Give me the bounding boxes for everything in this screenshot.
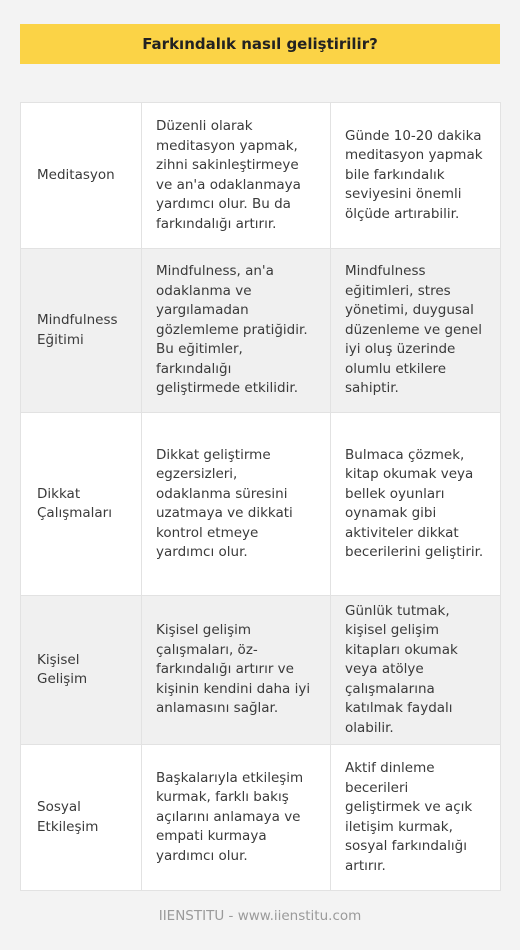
table-row <box>21 596 501 745</box>
footer-credit: IIENSTITU - www.iienstitu.com <box>158 908 362 924</box>
title-banner <box>20 24 500 64</box>
table-row <box>21 103 501 249</box>
table-row <box>21 745 501 891</box>
row-tip: Günde 10-20 dakika meditasyon yapmak bile farkındalık seviyesini önemli ölçüde artırabilir. <box>331 103 501 249</box>
row-tip: Aktif dinleme becerileri geliştirmek ve açık iletişim kurmak, sosyal farkındalığı artırır. <box>331 745 501 891</box>
row-description: Kişisel gelişim çalışmaları, öz-farkındalığı artırır ve kişinin kendini daha iyi anlamasını sağlar. <box>142 596 331 745</box>
row-description: Mindfulness, an'a odaklanma ve yargılamadan gözlemleme pratiğidir. Bu eğitimler, farkındalığı geliştirmede etkilidir. <box>142 249 331 413</box>
row-description: Başkalarıyla etkileşim kurmak, farklı bakış açılarını anlamaya ve empati kurmaya yardımcı olur. <box>142 745 331 891</box>
table-row <box>21 413 501 596</box>
row-name: Sosyal Etkileşim <box>21 745 142 891</box>
content-table <box>20 102 501 891</box>
row-name: Kişisel Gelişim <box>21 596 142 745</box>
page-title: Farkındalık nasıl geliştirilir? <box>142 35 378 53</box>
row-name: Meditasyon <box>21 103 142 249</box>
row-description: Dikkat geliştirme egzersizleri, odaklanma süresini uzatmaya ve dikkati kontrol etmeye yardımcı olur. <box>142 413 331 596</box>
row-description: Düzenli olarak meditasyon yapmak, zihni sakinleştirmeye ve an'a odaklanmaya yardımcı olur. Bu da farkındalığı artırır. <box>142 103 331 249</box>
row-tip: Bulmaca çözmek, kitap okumak veya bellek oyunları oynamak gibi aktiviteler dikkat becerilerini geliştirir. <box>331 413 501 596</box>
table-row <box>21 249 501 413</box>
row-tip: Günlük tutmak, kişisel gelişim kitapları okumak veya atölye çalışmalarına katılmak faydalı olabilir. <box>331 596 501 745</box>
row-name: Mindfulness Eğitimi <box>21 249 142 413</box>
row-name: Dikkat Çalışmaları <box>21 413 142 596</box>
row-tip: Mindfulness eğitimleri, stres yönetimi, duygusal düzenleme ve genel iyi oluş üzerinde olumlu etkilere sahiptir. <box>331 249 501 413</box>
